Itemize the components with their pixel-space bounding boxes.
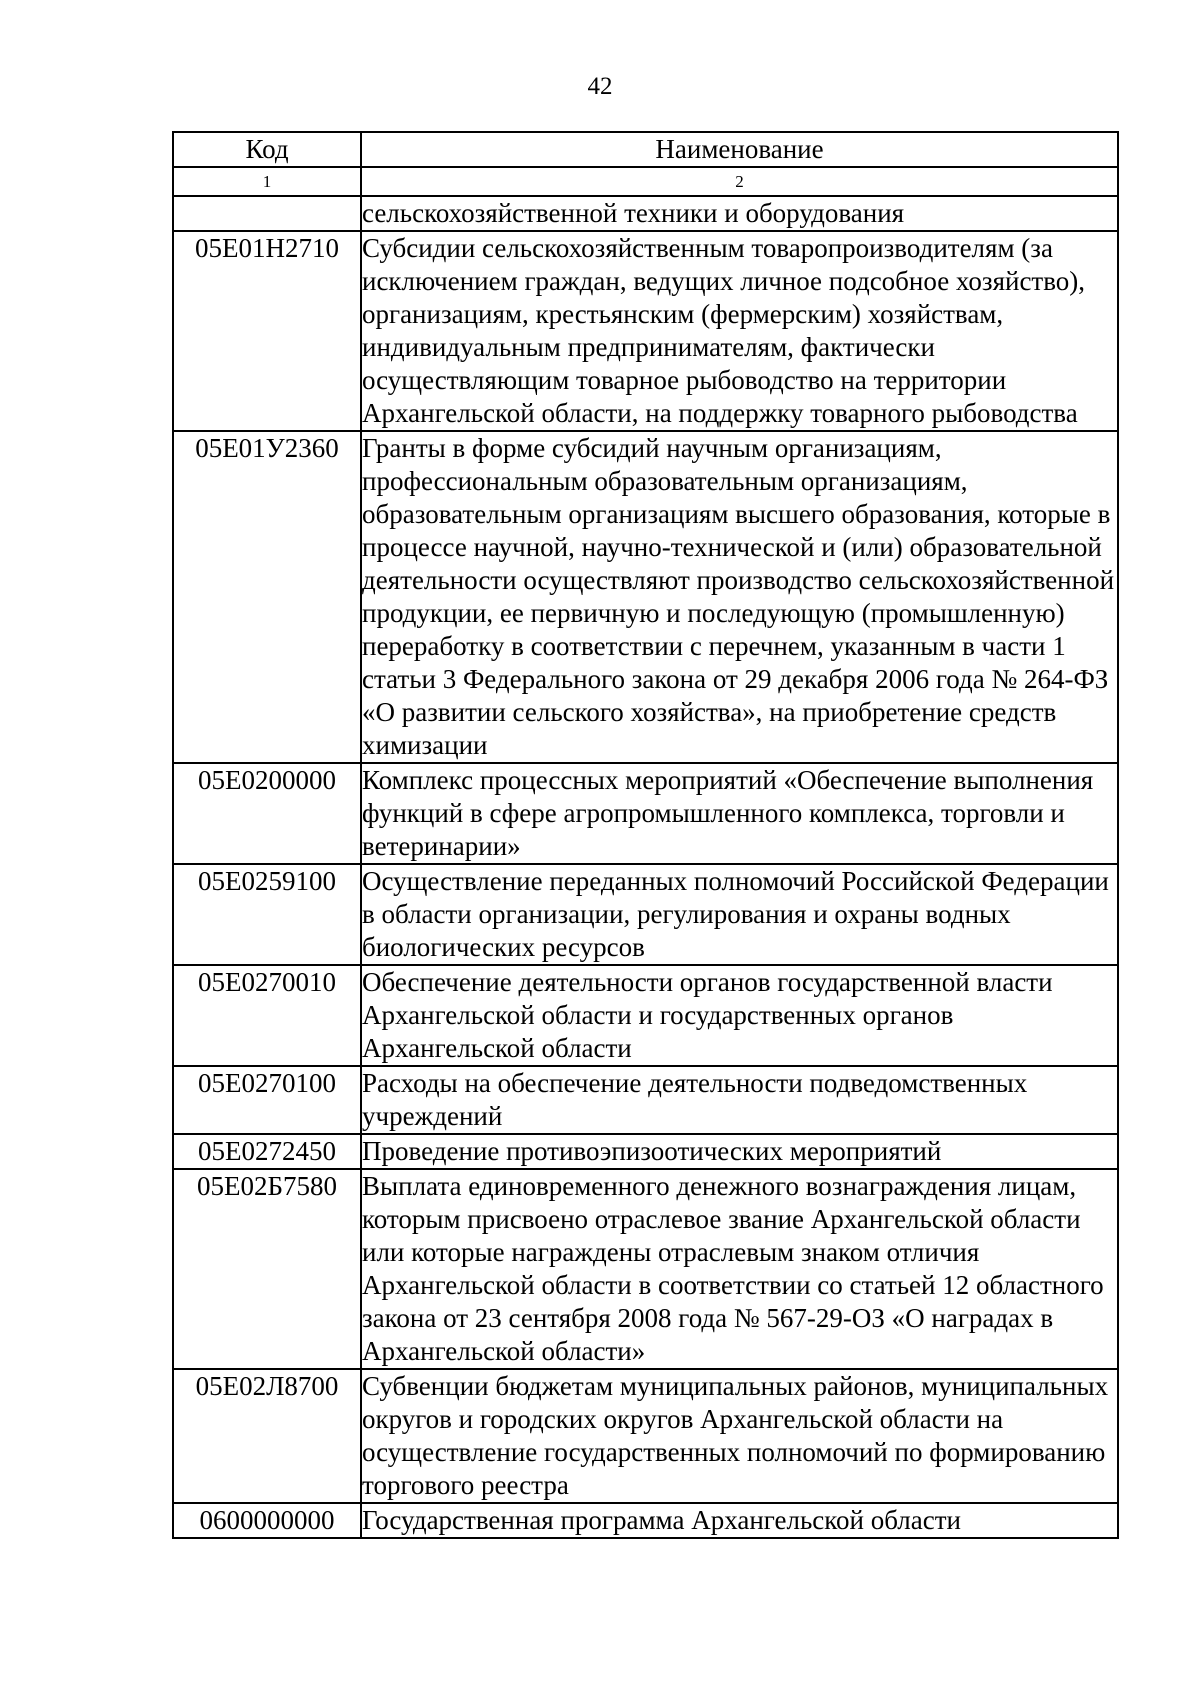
- table-row: [173, 196, 1118, 231]
- row-name: Гранты в форме субсидий научным организациям, профессиональным образовательным организациям, образовательным организациям высшего образования, которые в процессе научной, научно-технической и (или) образовательной деятельности осуществляют производство сельскохозяйственной продукции, ее первичную и последующую (промышленную) переработку в соответствии с перечнем, указанным в части 1 статьи 3 Федерального закона от 29 декабря 2006 года № 264-ФЗ «О развитии сельского хозяйства», на приобретение средств химизации: [361, 431, 1118, 763]
- row-code: 05Е01У2360: [173, 431, 361, 763]
- row-name: Проведение противоэпизоотических мероприятий: [361, 1134, 1118, 1169]
- row-code: 05Е0200000: [173, 763, 361, 864]
- table-row: [173, 1503, 1118, 1538]
- row-name: сельскохозяйственной техники и оборудования: [361, 196, 1118, 231]
- table-row: [173, 965, 1118, 1066]
- row-name: Комплекс процессных мероприятий «Обеспечение выполнения функций в сфере агропромышленного комплекса, торговли и ветеринарии»: [361, 763, 1118, 864]
- row-code: 05Е02Б7580: [173, 1169, 361, 1369]
- row-code: 05Е0259100: [173, 864, 361, 965]
- page-number: 42: [587, 73, 613, 100]
- row-code: 05Е0272450: [173, 1134, 361, 1169]
- row-code: 05Е02Л8700: [173, 1369, 361, 1503]
- row-name: Осуществление переданных полномочий Российской Федерации в области организации, регулирования и охраны водных биологических ресурсов: [361, 864, 1118, 965]
- row-code: 05Е0270100: [173, 1066, 361, 1134]
- table-row: [173, 1066, 1118, 1134]
- table-row: [173, 1134, 1118, 1169]
- column-number-code: 1: [173, 167, 361, 196]
- header-name: Наименование: [361, 132, 1118, 167]
- row-code: 05Е0270010: [173, 965, 361, 1066]
- row-name: Государственная программа Архангельской области: [361, 1503, 1118, 1538]
- table-row: [173, 231, 1118, 431]
- column-number-name: 2: [361, 167, 1118, 196]
- row-name: Субсидии сельскохозяйственным товаропроизводителям (за исключением граждан, ведущих личное подсобное хозяйство), организациям, крестьянским (фермерским) хозяйствам, индивидуальным предпринимателям, фактически осуществляющим товарное рыбоводство на территории Архангельской области, на поддержку товарного рыбоводства: [361, 231, 1118, 431]
- table-row: [173, 763, 1118, 864]
- row-name: Расходы на обеспечение деятельности подведомственных учреждений: [361, 1066, 1118, 1134]
- table-row: [173, 431, 1118, 763]
- header-code: Код: [173, 132, 361, 167]
- row-code: [173, 196, 361, 231]
- row-name: Выплата единовременного денежного вознаграждения лицам, которым присвоено отраслевое звание Архангельской области или которые награждены отраслевым знаком отличия Архангельской области в соответствии со статьей 12 областного закона от 23 сентября 2008 года № 567-29-ОЗ «О наградах в Архангельской области»: [361, 1169, 1118, 1369]
- row-name: Обеспечение деятельности органов государственной власти Архангельской области и государственных органов Архангельской области: [361, 965, 1118, 1066]
- column-number-row: [173, 167, 1118, 196]
- table-row: [173, 864, 1118, 965]
- row-code: 0600000000: [173, 1503, 361, 1538]
- table-row: [173, 1369, 1118, 1503]
- table-row: [173, 1169, 1118, 1369]
- row-code: 05Е01Н2710: [173, 231, 361, 431]
- budget-code-table: [172, 131, 1119, 1539]
- table-header-row: [173, 132, 1118, 167]
- row-name: Субвенции бюджетам муниципальных районов, муниципальных округов и городских округов Архангельской области на осуществление государственных полномочий по формированию торгового реестра: [361, 1369, 1118, 1503]
